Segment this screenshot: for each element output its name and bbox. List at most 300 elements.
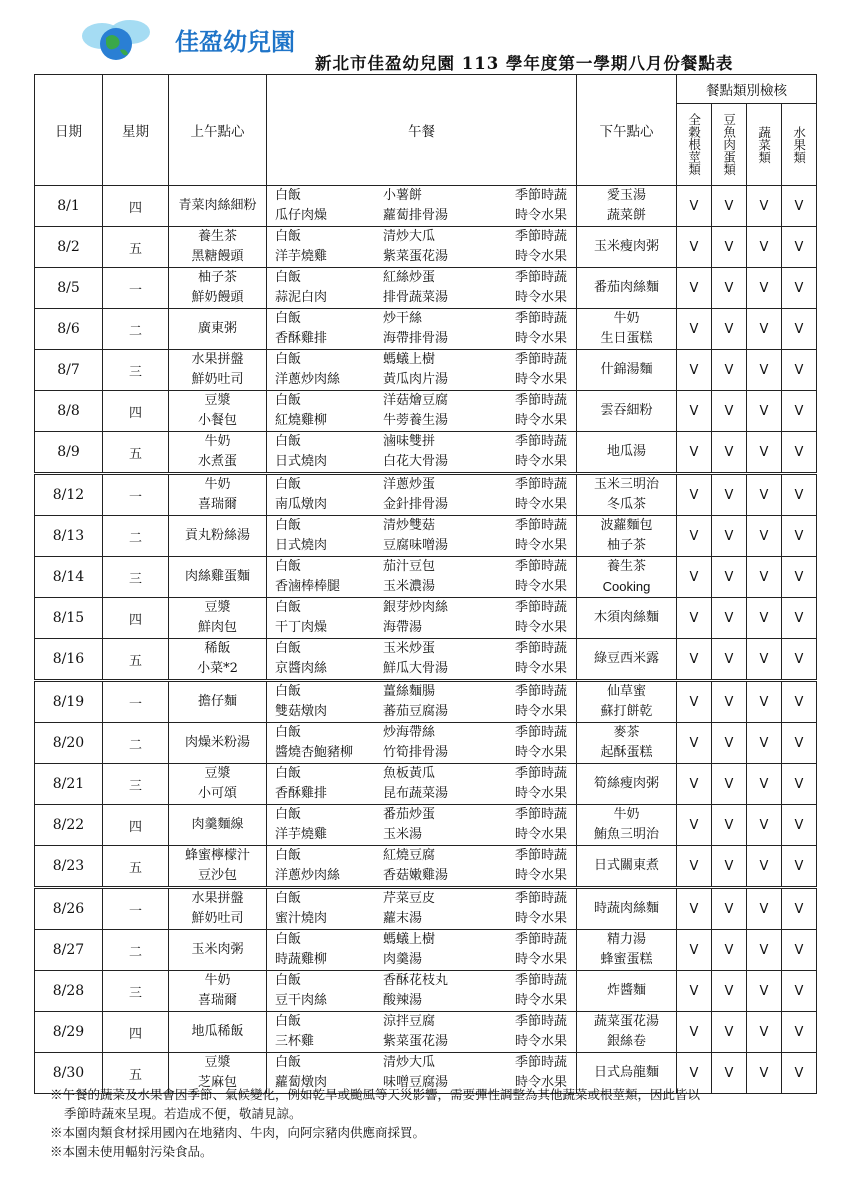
check-mark: V	[747, 227, 782, 268]
lunch-item: 時令水果	[515, 331, 568, 346]
note-line: ※午餐的蔬菜及水果會因季節、氣候變化，例如乾旱或颱風等天災影響，需要彈性調整為其他蔬菜或根莖類，因此皆以	[50, 1087, 701, 1102]
notes	[50, 1085, 810, 1161]
check-mark: V	[712, 598, 747, 639]
morning-snack-item: 青菜肉絲細粉	[178, 198, 257, 213]
lunch-item: 季節時蔬	[515, 1055, 568, 1070]
check-mark: V	[677, 186, 712, 227]
weekday-cell: 五	[103, 1053, 169, 1094]
date-cell: 8/28	[35, 971, 103, 1012]
date-cell: 8/21	[35, 764, 103, 805]
morning-snack-item: 肉絲雞蛋麵	[184, 569, 250, 584]
check-mark: V	[782, 227, 817, 268]
menu-row	[35, 268, 817, 309]
afternoon-snack-cell	[577, 846, 677, 888]
check-mark: V	[747, 1053, 782, 1094]
afternoon-snack-item: 蔬菜蛋花湯	[593, 1014, 659, 1029]
afternoon-snack-cell	[577, 1012, 677, 1053]
lunch-item: 蘿蔔燉肉	[275, 1075, 328, 1090]
check-mark: V	[677, 846, 712, 888]
morning-snack-item: 豆沙包	[197, 868, 237, 883]
check-mark: V	[782, 888, 817, 930]
date-cell: 8/29	[35, 1012, 103, 1053]
afternoon-snack-item: 時蔬肉絲麵	[593, 901, 659, 916]
morning-snack-item: 鮮肉包	[197, 620, 237, 635]
afternoon-snack-item: 炸醬麵	[606, 983, 646, 998]
afternoon-snack-item: 柚子茶	[606, 538, 646, 553]
afternoon-snack-cell	[577, 391, 677, 432]
date-cell: 8/7	[35, 350, 103, 391]
date-cell: 8/12	[35, 474, 103, 516]
weekday-cell: 四	[103, 1012, 169, 1053]
morning-snack-item: 小可頌	[197, 786, 237, 801]
lunch-item: 清炒大瓜	[383, 229, 436, 244]
lunch-grid	[267, 723, 576, 763]
lunch-item: 時令水果	[515, 745, 568, 760]
lunch-item: 味噌豆腐湯	[383, 1075, 449, 1090]
lunch-item: 季節時蔬	[515, 270, 568, 285]
menu-row	[35, 350, 817, 391]
check-mark: V	[677, 723, 712, 764]
lunch-item: 季節時蔬	[515, 684, 568, 699]
afternoon-snack-item: 仙草蜜	[606, 684, 646, 699]
check-mark: V	[712, 764, 747, 805]
morning-snack-item: 水果拼盤	[191, 891, 244, 906]
morning-snack-item: 養生茶	[197, 229, 237, 244]
weekday-cell: 一	[103, 681, 169, 723]
lunch-item: 時令水果	[515, 993, 568, 1008]
morning-snack-cell	[169, 971, 267, 1012]
lunch-item: 白飯	[275, 1055, 302, 1070]
lunch-item: 海帶湯	[383, 620, 423, 635]
header-check-group: 餐點類別檢核	[677, 75, 817, 104]
lunch-item: 季節時蔬	[515, 434, 568, 449]
check-mark: V	[782, 474, 817, 516]
check-mark: V	[747, 764, 782, 805]
check-mark: V	[782, 268, 817, 309]
afternoon-snack-cell	[577, 805, 677, 846]
afternoon-snack-item: Cooking	[602, 579, 651, 594]
lunch-grid	[267, 475, 576, 515]
header-fruit: 水果類	[791, 125, 807, 164]
lunch-item: 季節時蔬	[515, 352, 568, 367]
morning-snack-item: 鮮奶吐司	[191, 372, 244, 387]
lunch-item: 京醬肉絲	[275, 661, 328, 676]
date-cell: 8/5	[35, 268, 103, 309]
lunch-item: 涼拌豆腐	[383, 1014, 436, 1029]
morning-snack-cell	[169, 1012, 267, 1053]
morning-snack-item: 鮮奶饅頭	[191, 290, 244, 305]
lunch-item: 季節時蔬	[515, 311, 568, 326]
check-mark: V	[677, 516, 712, 557]
morning-snack-item: 芝麻包	[197, 1075, 237, 1090]
weekday-cell: 二	[103, 309, 169, 350]
afternoon-snack-item: 玉米三明治	[593, 477, 659, 492]
check-mark: V	[712, 227, 747, 268]
header-grains: 全穀根莖類	[686, 113, 702, 176]
menu-row	[35, 557, 817, 598]
lunch-item: 時令水果	[515, 661, 568, 676]
lunch-item: 清炒雙菇	[383, 518, 436, 533]
afternoon-snack-item: 冬瓜茶	[606, 497, 646, 512]
check-mark: V	[782, 681, 817, 723]
date-cell: 8/15	[35, 598, 103, 639]
lunch-item: 洋蔥炒肉絲	[275, 372, 341, 387]
date-cell: 8/13	[35, 516, 103, 557]
afternoon-snack-cell	[577, 432, 677, 474]
lunch-item: 竹筍排骨湯	[383, 745, 449, 760]
menu-row	[35, 1012, 817, 1053]
lunch-grid	[267, 516, 576, 556]
menu-row	[35, 971, 817, 1012]
check-mark: V	[677, 888, 712, 930]
lunch-grid	[267, 186, 576, 226]
check-mark: V	[782, 930, 817, 971]
lunch-item: 炒海帶絲	[383, 725, 436, 740]
check-mark: V	[677, 930, 712, 971]
lunch-item: 肉羹湯	[383, 952, 423, 967]
lunch-item: 季節時蔬	[515, 1014, 568, 1029]
lunch-item: 時令水果	[515, 454, 568, 469]
lunch-item: 白飯	[275, 352, 302, 367]
lunch-item: 白飯	[275, 932, 302, 947]
school-logo	[80, 14, 295, 66]
menu-row	[35, 598, 817, 639]
morning-snack-cell	[169, 557, 267, 598]
afternoon-snack-cell	[577, 516, 677, 557]
check-mark: V	[712, 723, 747, 764]
lunch-item: 洋芋燒雞	[275, 827, 328, 842]
check-mark: V	[677, 639, 712, 681]
afternoon-snack-item: 雲吞細粉	[600, 403, 653, 418]
date-cell: 8/27	[35, 930, 103, 971]
lunch-item: 季節時蔬	[515, 393, 568, 408]
check-mark: V	[712, 432, 747, 474]
date-cell: 8/22	[35, 805, 103, 846]
afternoon-snack-item: 筍絲瘦肉粥	[593, 776, 659, 791]
date-cell: 8/14	[35, 557, 103, 598]
lunch-item: 玉米濃湯	[383, 579, 436, 594]
lunch-grid	[267, 889, 576, 929]
morning-snack-item: 喜瑞爾	[197, 497, 237, 512]
lunch-grid	[267, 639, 576, 679]
afternoon-snack-cell	[577, 764, 677, 805]
lunch-item: 季節時蔬	[515, 600, 568, 615]
lunch-item: 季節時蔬	[515, 559, 568, 574]
lunch-item: 白飯	[275, 641, 302, 656]
check-mark: V	[782, 805, 817, 846]
header-morning-snack: 上午點心	[169, 75, 267, 186]
morning-snack-item: 肉燥米粉湯	[184, 735, 250, 750]
weekday-cell: 二	[103, 930, 169, 971]
morning-snack-item: 廣東粥	[197, 321, 237, 336]
check-mark: V	[712, 186, 747, 227]
lunch-item: 時令水果	[515, 249, 568, 264]
check-mark: V	[677, 432, 712, 474]
lunch-cell	[267, 805, 577, 846]
afternoon-snack-item: 愛玉湯	[606, 188, 646, 203]
lunch-grid	[267, 227, 576, 267]
afternoon-snack-cell	[577, 227, 677, 268]
lunch-item: 紫菜蛋花湯	[383, 1034, 449, 1049]
check-mark: V	[747, 186, 782, 227]
page-title: 新北市佳盈幼兒園 113 學年度第一學期八月份餐點表	[315, 54, 734, 73]
note-line: 季節時蔬來呈現。若造成不便，敬請見諒。	[64, 1106, 302, 1121]
morning-snack-cell	[169, 764, 267, 805]
lunch-item: 時令水果	[515, 911, 568, 926]
afternoon-snack-item: 牛奶	[613, 807, 640, 822]
check-mark: V	[747, 391, 782, 432]
check-mark: V	[747, 888, 782, 930]
afternoon-snack-item: 銀絲卷	[606, 1034, 646, 1049]
lunch-item: 醬燒杏鮑豬柳	[275, 745, 354, 760]
check-mark: V	[747, 1012, 782, 1053]
header-protein: 豆魚肉蛋類	[721, 113, 737, 176]
lunch-item: 香酥花枝丸	[383, 973, 449, 988]
weekday-cell: 二	[103, 516, 169, 557]
check-mark: V	[747, 268, 782, 309]
lunch-item: 魚板黃瓜	[383, 766, 436, 781]
weekday-cell: 五	[103, 432, 169, 474]
check-mark: V	[782, 723, 817, 764]
date-cell: 8/23	[35, 846, 103, 888]
afternoon-snack-cell	[577, 186, 677, 227]
lunch-grid	[267, 391, 576, 431]
lunch-grid	[267, 557, 576, 597]
menu-table	[34, 74, 817, 1094]
lunch-item: 芹菜豆皮	[383, 891, 436, 906]
weekday-cell: 四	[103, 598, 169, 639]
lunch-cell	[267, 432, 577, 474]
lunch-item: 時蔬雞柳	[275, 952, 328, 967]
lunch-item: 炒干絲	[383, 311, 423, 326]
date-cell: 8/19	[35, 681, 103, 723]
lunch-item: 白花大骨湯	[383, 454, 449, 469]
menu-row	[35, 805, 817, 846]
check-mark: V	[747, 309, 782, 350]
check-mark: V	[677, 350, 712, 391]
lunch-item: 鮮瓜大骨湯	[383, 661, 449, 676]
lunch-item: 干丁肉燥	[275, 620, 328, 635]
menu-row	[35, 888, 817, 930]
morning-snack-cell	[169, 350, 267, 391]
note-line: ※本園未使用輻射污染食品。	[50, 1144, 213, 1159]
lunch-item: 昆布蔬菜湯	[383, 786, 449, 801]
weekday-cell: 一	[103, 268, 169, 309]
check-mark: V	[712, 391, 747, 432]
lunch-item: 時令水果	[515, 208, 568, 223]
check-mark: V	[747, 350, 782, 391]
afternoon-snack-item: 麥茶	[613, 725, 640, 740]
lunch-item: 季節時蔬	[515, 807, 568, 822]
lunch-item: 螞蟻上樹	[383, 932, 436, 947]
lunch-grid	[267, 682, 576, 722]
morning-snack-cell	[169, 888, 267, 930]
lunch-item: 季節時蔬	[515, 229, 568, 244]
check-mark: V	[782, 391, 817, 432]
lunch-item: 季節時蔬	[515, 188, 568, 203]
morning-snack-cell	[169, 474, 267, 516]
morning-snack-cell	[169, 846, 267, 888]
lunch-item: 洋菇燴豆腐	[383, 393, 449, 408]
check-mark: V	[747, 639, 782, 681]
lunch-item: 日式燒肉	[275, 538, 328, 553]
lunch-cell	[267, 764, 577, 805]
lunch-cell	[267, 474, 577, 516]
check-mark: V	[712, 971, 747, 1012]
afternoon-snack-cell	[577, 639, 677, 681]
check-mark: V	[747, 930, 782, 971]
lunch-cell	[267, 186, 577, 227]
lunch-item: 酸辣湯	[383, 993, 423, 1008]
menu-row	[35, 846, 817, 888]
date-cell: 8/6	[35, 309, 103, 350]
check-mark: V	[712, 846, 747, 888]
lunch-item: 螞蟻上樹	[383, 352, 436, 367]
afternoon-snack-item: 波蘿麵包	[600, 518, 653, 533]
lunch-item: 洋蔥炒肉絲	[275, 868, 341, 883]
morning-snack-cell	[169, 432, 267, 474]
lunch-cell	[267, 639, 577, 681]
lunch-item: 雙菇燉肉	[275, 704, 328, 719]
check-mark: V	[712, 268, 747, 309]
check-mark: V	[677, 227, 712, 268]
lunch-item: 時令水果	[515, 827, 568, 842]
date-cell: 8/1	[35, 186, 103, 227]
check-mark: V	[677, 557, 712, 598]
menu-body	[35, 186, 817, 1094]
date-cell: 8/2	[35, 227, 103, 268]
afternoon-snack-item: 蔬菜餅	[606, 208, 646, 223]
weekday-cell: 三	[103, 557, 169, 598]
afternoon-snack-cell	[577, 598, 677, 639]
afternoon-snack-item: 養生茶	[606, 559, 646, 574]
morning-snack-item: 豆漿	[204, 1055, 231, 1070]
lunch-item: 白飯	[275, 973, 302, 988]
weekday-cell: 三	[103, 764, 169, 805]
morning-snack-cell	[169, 309, 267, 350]
check-mark: V	[712, 1053, 747, 1094]
lunch-item: 滷味雙拼	[383, 434, 436, 449]
lunch-cell	[267, 930, 577, 971]
check-mark: V	[677, 391, 712, 432]
menu-row	[35, 186, 817, 227]
afternoon-snack-item: 綠豆西米露	[593, 651, 659, 666]
check-mark: V	[747, 846, 782, 888]
morning-snack-item: 喜瑞爾	[197, 993, 237, 1008]
morning-snack-cell	[169, 598, 267, 639]
lunch-cell	[267, 846, 577, 888]
lunch-cell	[267, 350, 577, 391]
afternoon-snack-cell	[577, 268, 677, 309]
lunch-item: 白飯	[275, 270, 302, 285]
check-mark: V	[712, 350, 747, 391]
afternoon-snack-cell	[577, 309, 677, 350]
weekday-cell: 四	[103, 391, 169, 432]
weekday-cell: 二	[103, 723, 169, 764]
menu-row	[35, 639, 817, 681]
lunch-item: 紅燒雞柳	[275, 413, 328, 428]
check-mark: V	[782, 557, 817, 598]
morning-snack-item: 牛奶	[204, 434, 231, 449]
morning-snack-item: 玉米肉粥	[191, 942, 244, 957]
check-mark: V	[782, 598, 817, 639]
morning-snack-cell	[169, 391, 267, 432]
check-mark: V	[747, 432, 782, 474]
morning-snack-item: 地瓜稀飯	[191, 1024, 244, 1039]
check-mark: V	[712, 681, 747, 723]
morning-snack-cell	[169, 805, 267, 846]
lunch-item: 時令水果	[515, 1034, 568, 1049]
lunch-item: 清炒大瓜	[383, 1055, 436, 1070]
lunch-item: 豆腐味噌湯	[383, 538, 449, 553]
lunch-item: 白飯	[275, 477, 302, 492]
lunch-item: 季節時蔬	[515, 477, 568, 492]
afternoon-snack-cell	[577, 681, 677, 723]
check-mark: V	[782, 846, 817, 888]
menu-row	[35, 474, 817, 516]
lunch-item: 豆干肉絲	[275, 993, 328, 1008]
lunch-item: 時令水果	[515, 952, 568, 967]
check-mark: V	[677, 474, 712, 516]
check-mark: V	[677, 971, 712, 1012]
check-mark: V	[677, 1012, 712, 1053]
lunch-grid	[267, 598, 576, 638]
morning-snack-item: 貢丸粉絲湯	[184, 528, 250, 543]
lunch-item: 白飯	[275, 229, 302, 244]
check-mark: V	[712, 516, 747, 557]
afternoon-snack-item: 蘇打餅乾	[600, 704, 653, 719]
afternoon-snack-item: 生日蛋糕	[600, 331, 653, 346]
lunch-item: 白飯	[275, 1014, 302, 1029]
afternoon-snack-item: 什錦湯麵	[600, 362, 653, 377]
morning-snack-item: 黑糖饅頭	[191, 249, 244, 264]
weekday-cell: 五	[103, 846, 169, 888]
lunch-item: 季節時蔬	[515, 932, 568, 947]
check-mark: V	[712, 474, 747, 516]
menu-row	[35, 227, 817, 268]
lunch-item: 季節時蔬	[515, 641, 568, 656]
weekday-cell: 一	[103, 888, 169, 930]
weekday-cell: 四	[103, 805, 169, 846]
lunch-item: 番茄炒蛋	[383, 807, 436, 822]
lunch-grid	[267, 350, 576, 390]
lunch-item: 白飯	[275, 559, 302, 574]
morning-snack-item: 鮮奶吐司	[191, 911, 244, 926]
lunch-grid	[267, 846, 576, 886]
afternoon-snack-cell	[577, 723, 677, 764]
afternoon-snack-item: 番茄肉絲麵	[593, 280, 659, 295]
lunch-item: 玉米湯	[383, 827, 423, 842]
header-date: 日期	[35, 75, 103, 186]
lunch-item: 蘿末湯	[383, 911, 423, 926]
lunch-item: 薑絲麵腸	[383, 684, 436, 699]
check-mark: V	[747, 598, 782, 639]
lunch-cell	[267, 268, 577, 309]
check-mark: V	[747, 557, 782, 598]
check-mark: V	[782, 639, 817, 681]
lunch-item: 白飯	[275, 518, 302, 533]
lunch-item: 季節時蔬	[515, 518, 568, 533]
lunch-item: 季節時蔬	[515, 891, 568, 906]
check-mark: V	[677, 268, 712, 309]
lunch-item: 季節時蔬	[515, 848, 568, 863]
morning-snack-item: 水煮蛋	[197, 454, 237, 469]
check-mark: V	[677, 805, 712, 846]
morning-snack-item: 豆漿	[204, 766, 231, 781]
afternoon-snack-cell	[577, 474, 677, 516]
morning-snack-item: 豆漿	[204, 393, 231, 408]
lunch-cell	[267, 309, 577, 350]
